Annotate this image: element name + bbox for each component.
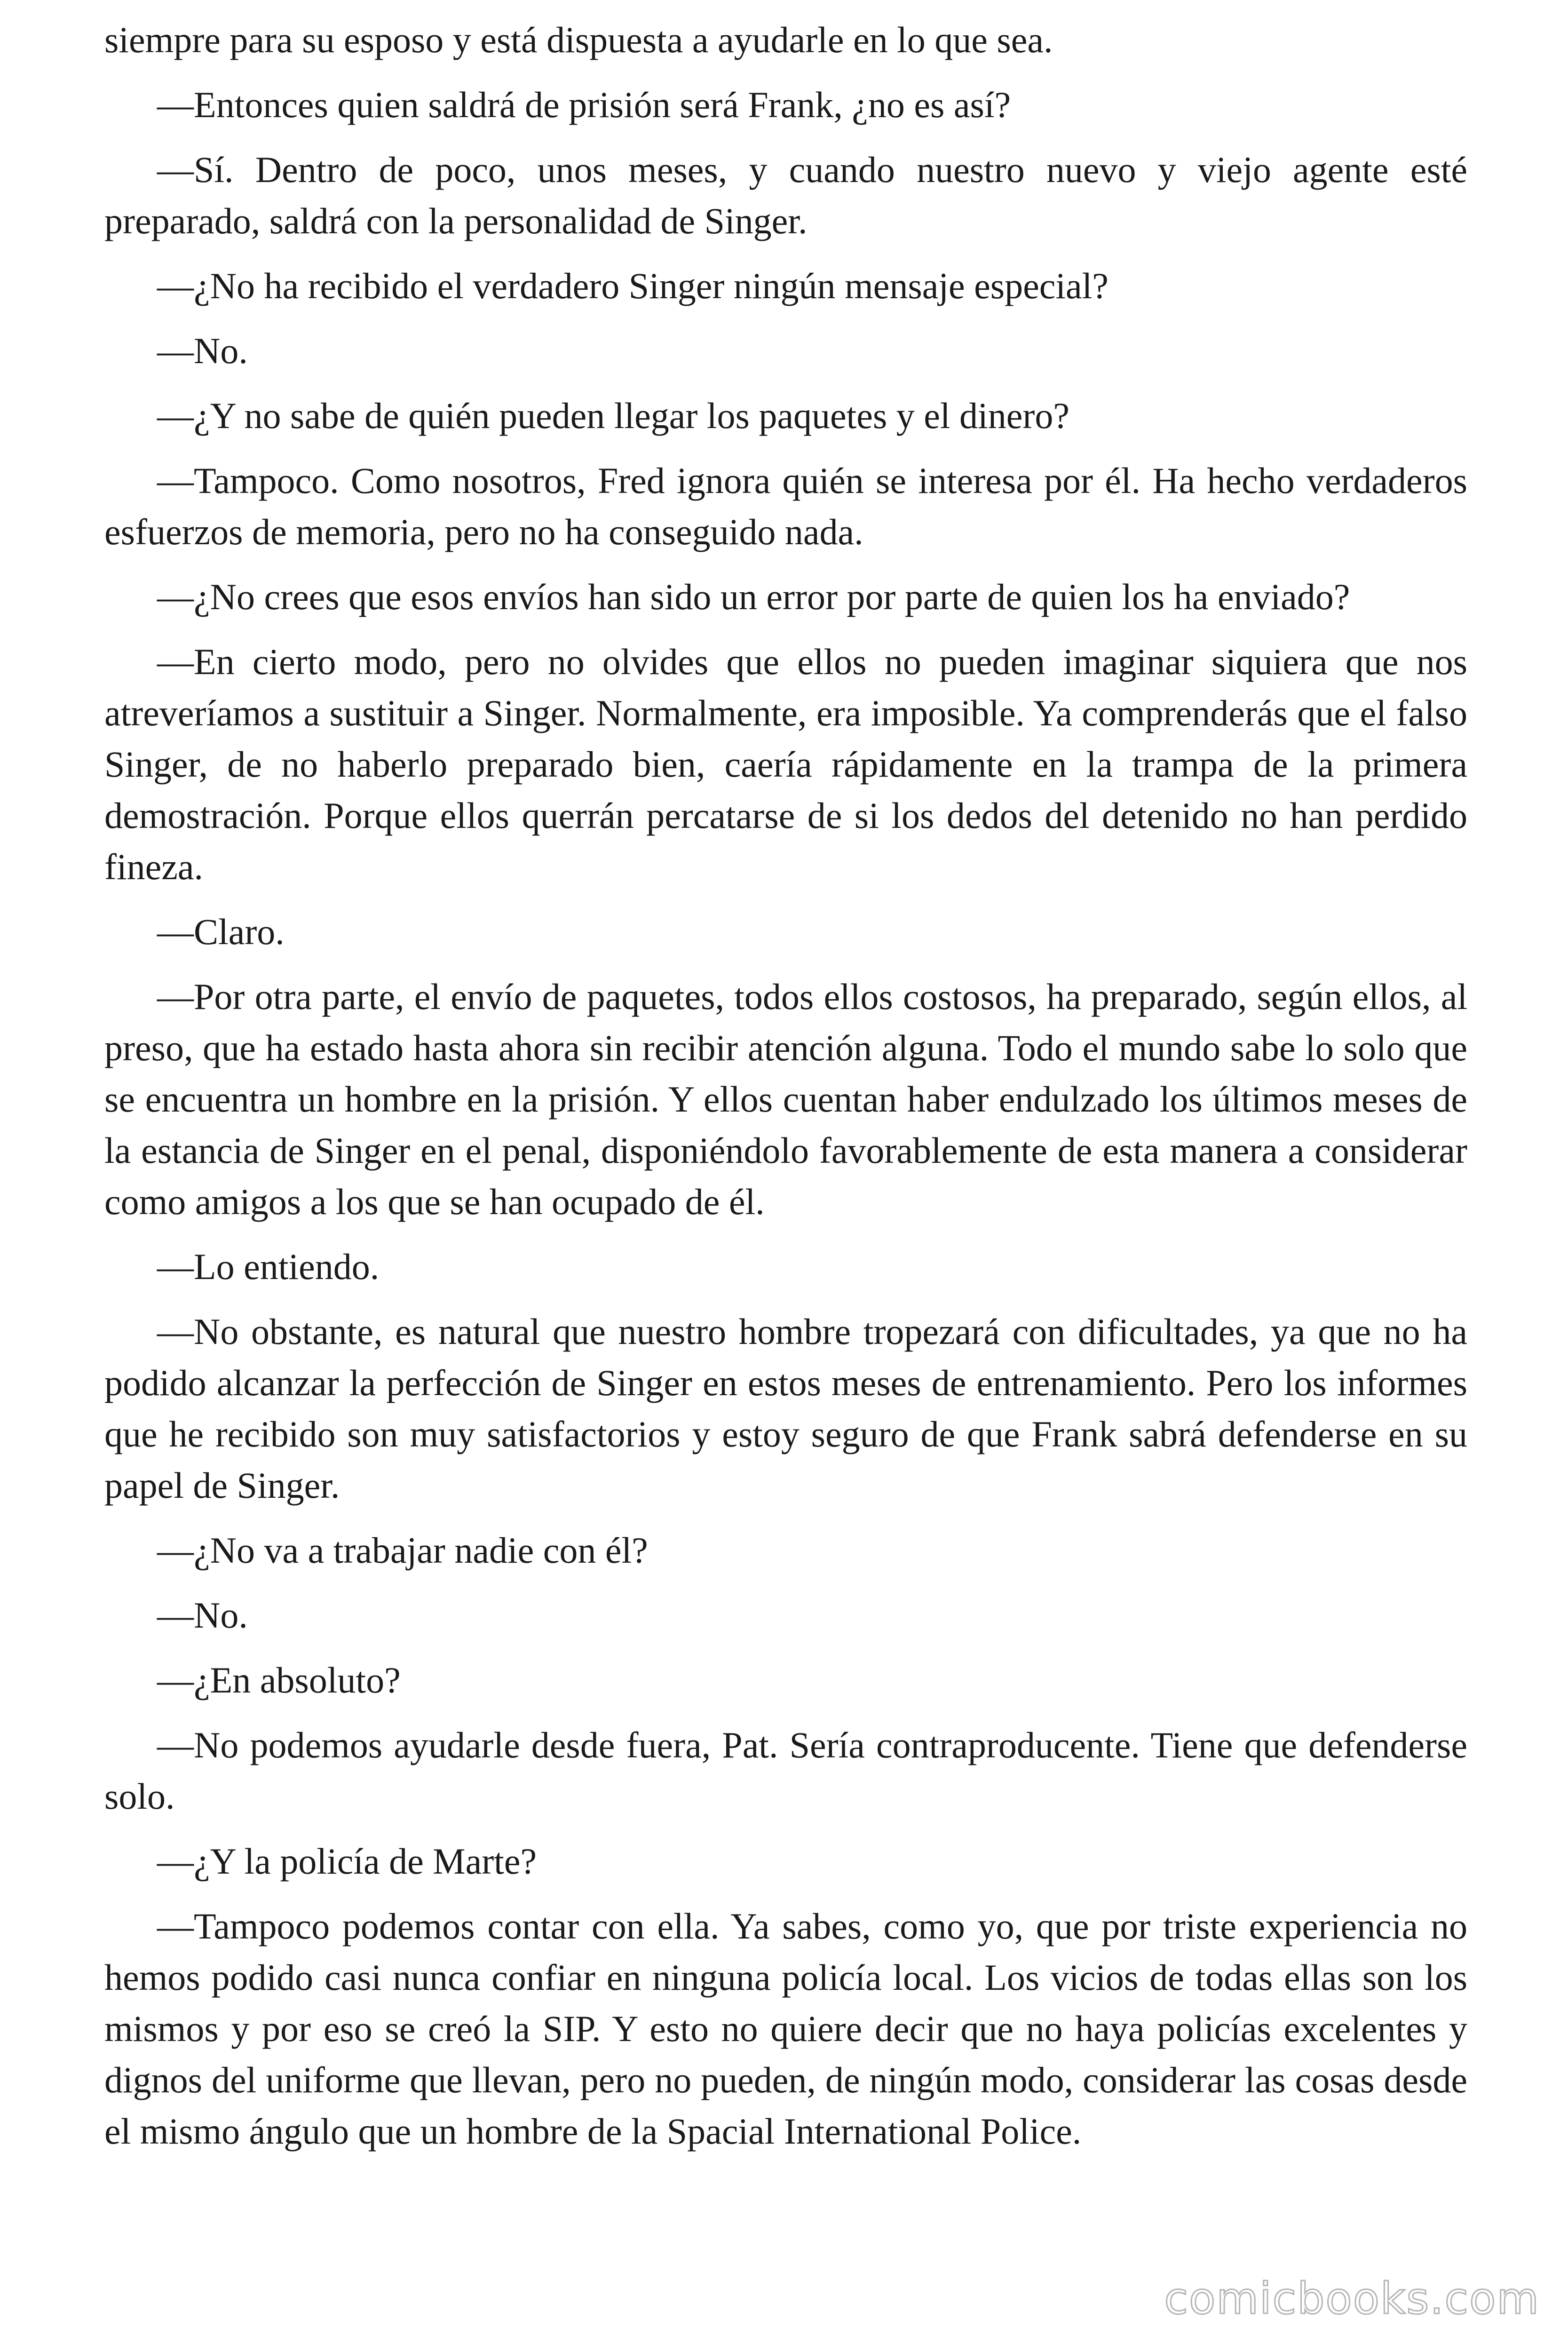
document-page <box>104 14 1467 2170</box>
paragraph-4: —¿No ha recibido el verdadero Singer ningún mensaje especial? <box>157 265 1109 306</box>
paragraph-19: —Tampoco podemos contar con ella. Ya sabes, como yo, que por triste experiencia no hemos podido casi nunca confiar en ninguna policía local. Los vicios de todas ellas son los mismos y por eso se creó la SIP. Y esto no quiere decir que no haya policías excelentes y dignos del uniforme que llevan, pero no pueden, de ningún modo, considerar las cosas desde el mismo ángulo que un hombre de la Spacial International Police. <box>104 1906 1467 2152</box>
paragraph-7: —Tampoco. Como nosotros, Fred ignora quién se interesa por él. Ha hecho verdaderos esfuerzos de memoria, pero no ha conseguido nada. <box>104 460 1467 552</box>
paragraph-8: —¿No crees que esos envíos han sido un error por parte de quien los ha enviado? <box>157 576 1350 617</box>
paragraph-5: —No. <box>157 330 248 371</box>
paragraph-1: siempre para su esposo y está dispuesta a ayudarle en lo que sea. <box>104 19 1053 60</box>
paragraph-16: —¿En absoluto? <box>157 1660 401 1700</box>
paragraph-11: —Por otra parte, el envío de paquetes, todos ellos costosos, ha preparado, según ellos, al preso, que ha estado hasta ahora sin recibir atención alguna. Todo el mundo sabe lo solo que se encuentra un hombre en la prisión. Y ellos cuentan haber endulzado los últimos meses de la estancia de Singer en el penal, disponiéndolo favorablemente de esta manera a considerar como amigos a los que se han ocupado de él. <box>104 976 1467 1222</box>
paragraph-12: —Lo entiendo. <box>157 1246 380 1287</box>
paragraph-18: —¿Y la policía de Marte? <box>157 1841 537 1882</box>
watermark: comicbooks.com <box>1164 2273 1540 2324</box>
paragraph-13: —No obstante, es natural que nuestro hombre tropezará con dificultades, ya que no ha podido alcanzar la perfección de Singer en estos meses de entrenamiento. Pero los informes que he recibido son muy satisfactorios y estoy seguro de que Frank sabrá defenderse en su papel de Singer. <box>104 1311 1467 1506</box>
paragraph-9: —En cierto modo, pero no olvides que ellos no pueden imaginar siquiera que nos atreveríamos a sustituir a Singer. Normalmente, era imposible. Ya comprenderás que el falso Singer, de no haberlo preparado bien, caería rápidamente en la trampa de la primera demostración. Porque ellos querrán percatarse de si los dedos del detenido no han perdido fineza. <box>104 641 1467 887</box>
paragraph-15: —No. <box>157 1595 248 1636</box>
paragraph-14: —¿No va a trabajar nadie con él? <box>157 1530 648 1571</box>
paragraph-3: —Sí. Dentro de poco, unos meses, y cuando nuestro nuevo y viejo agente esté preparado, saldrá con la personalidad de Singer. <box>104 149 1467 241</box>
paragraph-6: —¿Y no sabe de quién pueden llegar los paquetes y el dinero? <box>157 395 1069 436</box>
paragraph-2: —Entonces quien saldrá de prisión será Frank, ¿no es así? <box>157 84 1011 125</box>
paragraph-17: —No podemos ayudarle desde fuera, Pat. Sería contraproducente. Tiene que defenderse solo. <box>104 1724 1467 1817</box>
paragraph-10: —Claro. <box>157 911 285 952</box>
